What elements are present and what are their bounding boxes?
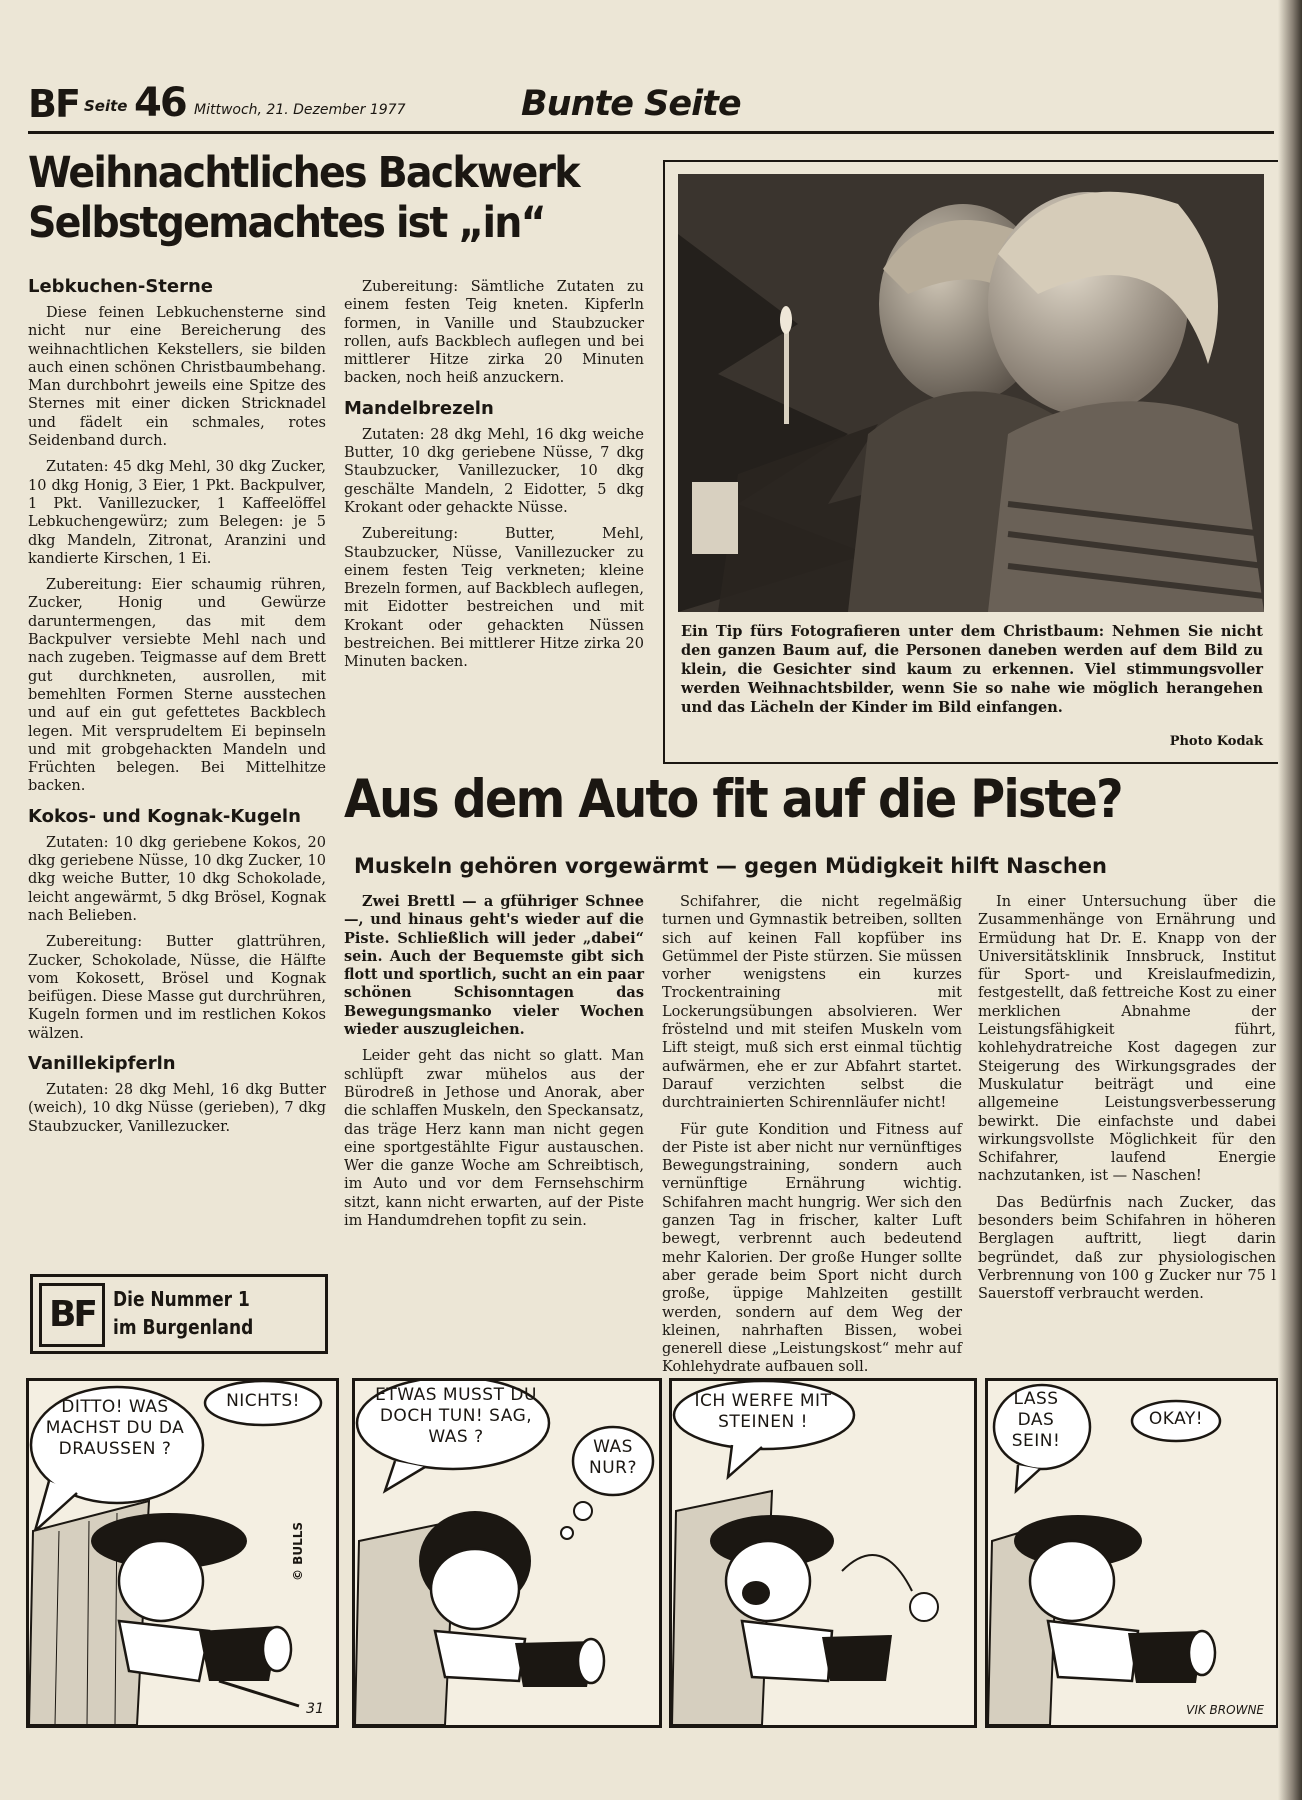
photo-box (663, 160, 1281, 764)
comic-panel-4 (985, 1378, 1279, 1728)
photo-caption: Ein Tip fürs Fotografieren unter dem Christbaum: Nehmen Sie nicht den ganzen Baum auf, die Personen daneben werden auf dem Bild zu klein, die Gesichter sind kaum zu erkennen. Viel stimmungsvoller werden Weihnachtsbilder, wenn Sie so nahe wie möglich herangehen und das Lächeln der Kinder im Bild einfangen. (681, 623, 1263, 716)
baking-headline (28, 148, 598, 248)
paragraph: Zubereitung: Butter glattrühren, Zucker, Schokolade, Nüsse, die Hälfte vom Kokosett, Brösel und Kognak beifügen. Diese Masse gut durchrühren, Kugeln formen und im restlichen Kokos wälzen. (28, 934, 326, 1042)
baking-headline-line2: Selbstgemachtes ist „in“ (28, 198, 545, 248)
paragraph: Zutaten: 10 dkg geriebene Kokos, 20 dkg geriebene Nüsse, 10 dkg Zucker, 10 dkg weiche Butter, 10 dkg Schokolade, leicht angewärmt, 5 dkg Brösel, Kognak nach Belieben. (28, 834, 327, 924)
baking-column-2 (344, 278, 644, 680)
artist-signature: VIK BROWNE (1186, 1703, 1264, 1717)
strip-number: 31 (306, 1701, 324, 1717)
promo-line2: im Burgenland (113, 1315, 254, 1339)
masthead-rule (28, 131, 1274, 134)
ski-column-1 (344, 893, 644, 1238)
photo-credit: Photo Kodak (1169, 734, 1263, 749)
comic-panel-1 (26, 1378, 339, 1728)
ski-column-2 (662, 893, 962, 1385)
masthead (28, 82, 1274, 128)
speech-bubble: NICHTS! (226, 1391, 300, 1411)
paragraph: Zubereitung: Butter, Mehl, Staubzucker, Nüsse, Vanillezucker zu einem festen Teig verkneten; kleine Brezeln formen, auf Backblech auflegen, mit Eidotter bestreichen und mit Krokant oder gehackten Nüssen bestreichen. Bei mittlerer Hitze zirka 20 Minuten backen. (344, 526, 644, 671)
recipe-heading-mandel: Mandelbrezeln (344, 397, 494, 419)
paragraph: Schifahrer, die nicht regelmäßig turnen und Gymnastik betreiben, sollten sich auf keinen Fall kopfüber ins Getümmel der Piste stürzen. Sie müssen vorher wenigstens ein kurzes Trockentraining mit Lockerungsübungen absolvieren. Wer fröstelnd und mit steifen Muskeln vom Lift steigt, muß sich erst einmal tüchtig aufwärmen, ehe er zur Abfahrt startet. Darauf verzichten selbst die durchtrainierten Schirennläufer nicht! (662, 894, 962, 1112)
ski-headline: Aus dem Auto fit auf die Piste? (344, 769, 1122, 830)
thought-bubble: WAS NUR? (589, 1437, 637, 1478)
baking-headline-line1: Weihnachtliches Backwerk (28, 148, 579, 198)
ski-column-3 (978, 893, 1276, 1312)
speech-bubble: LASS DAS SEIN! (1011, 1389, 1061, 1451)
paragraph: Zutaten: 28 dkg Mehl, 16 dkg Butter (weich), 10 dkg Nüsse (gerieben), 7 dkg Staubzucker, Vanillezucker. (28, 1081, 326, 1135)
paragraph: Für gute Kondition und Fitness auf der Piste ist aber nicht nur vernünftiges Bewegungstraining, sondern auch vernünftige Ernährung wichtig. Schifahren macht hungrig. Wer sich den ganzen Tag in frischer, kalter Luft bewegt, verbrennt auch bedeutend mehr Kalorien. Der große Hunger sollte aber gerade beim Sport nicht durch große, üppige Mahlzeiten gestillt werden, sondern auf dem Weg der kleinen, nahrhaften Bissen, wobei generell diese „Leistungskost“ mehr auf Kohlehydrate aufbauen soll. (662, 1121, 962, 1376)
section-title: Bunte Seite (521, 84, 741, 124)
ski-subheadline: Muskeln gehören vorgewärmt — gegen Müdigkeit hilft Naschen (354, 854, 1107, 878)
page-binding-shadow (1278, 0, 1302, 1800)
paragraph: Diese feinen Lebkuchensterne sind nicht nur eine Bereicherung des weihnachtlichen Kekstellers, sie bilden auch einen schönen Christbaumbehang. Man durchbohrt jeweils eine Spitze des Sternes mit einer dicken Stricknadel und fädelt ein schmales, rotes Seidenband durch. (28, 305, 326, 450)
ski-lead-paragraph: Zwei Brettl — a gführiger Schnee —, und hinaus geht's wieder auf die Piste. Schließlich will jeder „dabei“ sein. Auch der Bequemste gibt sich flott und sportlich, sucht an ein paar schönen Schisonntagen das Bewegungsmanko vieler Wochen wieder auszugleichen. (344, 893, 644, 1039)
speech-bubble: OKAY! (1148, 1409, 1204, 1429)
copyright-bulls: © BULLS (291, 1521, 305, 1581)
christmas-photo (678, 174, 1264, 612)
bf-promo-box (30, 1274, 328, 1354)
children-christmas-tree-image (678, 174, 1264, 612)
seite-label: Seite (84, 97, 128, 115)
paragraph: Leider geht das nicht so glatt. Man schlüpft zwar mühelos aus der Bürodreß in Jethose und Anorak, aber die schlaffen Muskeln, den Speckansatz, das träge Herz kann man nicht gegen eine sportgestählte Figur austauschen. Wer die ganze Woche am Schreibtisch, im Auto und vor dem Fernsehschirm sitzt, kann nicht erwarten, auf der Piste im Handumdrehen topfit zu sein. (344, 1048, 644, 1230)
recipe-heading-vanille: Vanillekipferln (28, 1052, 176, 1074)
paragraph: Zutaten: 28 dkg Mehl, 16 dkg weiche Butter, 10 dkg geriebene Nüsse, 7 dkg Staubzucker, Vanillezucker, 10 dkg geschälte Mandeln, 2 Eidotter, 5 dkg Krokant oder gehackte Nüsse. (344, 426, 644, 516)
paragraph: Das Bedürfnis nach Zucker, das besonders beim Schifahren in höheren Berglagen auftritt, liegt darin begründet, daß zur physiologischen Verbrennung von 100 g Zucker nur 75 l Sauerstoff verbraucht werden. (978, 1194, 1276, 1303)
recipe-heading-kokos: Kokos- und Kognak-Kugeln (28, 805, 301, 827)
recipe-heading-lebkuchen: Lebkuchen-Sterne (28, 276, 214, 297)
masthead-logo: BF (28, 82, 79, 126)
promo-logo: BF (39, 1283, 105, 1347)
promo-line1: Die Nummer 1 (113, 1287, 250, 1311)
paragraph: Zubereitung: Sämtliche Zutaten zu einem festen Teig kneten. Kipferln formen, in Vanille und Staubzucker rollen, aufs Backblech auflegen und bei mittlerer Hitze zirka 20 Minuten backen, noch heiß anzuckern. (344, 279, 644, 387)
comic-panel-3 (669, 1378, 977, 1728)
speech-bubble: ETWAS MUSST DU DOCH TUN! SAG, WAS ? (375, 1385, 537, 1447)
paragraph: Zutaten: 45 dkg Mehl, 30 dkg Zucker, 10 dkg Honig, 3 Eier, 1 Pkt. Backpulver, 1 Pkt. Vanillezucker, 1 Kaffeelöffel Lebkuchengewürz; zum Belegen: je 5 dkg Mandeln, Zitronat, Aranzini und kandierte Kirschen, 1 Ei. (28, 459, 326, 567)
paragraph: Zubereitung: Eier schaumig rühren, Zucker, Honig und Gewürze daruntermengen, das mit dem Backpulver versiebte Mehl nach und nach zugeben. Teigmasse auf dem Brett gut durchkneten, ausrollen, mit bemehlten Formen Sterne ausstechen und auf ein gut gefettetes Backblech legen. Mit versprudeltem Ei bepinseln und mit grobgehackten Mandeln und Früchten belegen. Bei Mittelhitze backen. (28, 577, 326, 795)
comic-panel-2 (352, 1378, 662, 1728)
paragraph: In einer Untersuchung über die Zusammenhänge von Ernährung und Ermüdung hat Dr. E. Knapp von der Universitätsklinik Innsbruck, Institut für Sport- und Kreislaufmedizin, festgestellt, daß fettreiche Kost zu einer merklichen Abnahme der Leistungsfähigkeit führt, kohlehydratreiche Kost dagegen zur Steigerung des Wirkungsgrades der Muskulatur beiträgt und eine allgemeine Leistungsverbesserung bewirkt. Die einfachste und dabei wirkungsvollste Möglichkeit für den Schifahrer, laufend Energie nachzutanken, ist — Naschen! (978, 894, 1276, 1185)
issue-date: Mittwoch, 21. Dezember 1977 (194, 102, 406, 118)
speech-bubble: ICH WERFE MIT STEINEN ! (694, 1391, 832, 1432)
page-number: 46 (134, 80, 186, 126)
speech-bubble: DITTO! WAS MACHST DU DA DRAUSSEN ? (45, 1397, 185, 1459)
baking-column-1 (28, 276, 326, 1144)
